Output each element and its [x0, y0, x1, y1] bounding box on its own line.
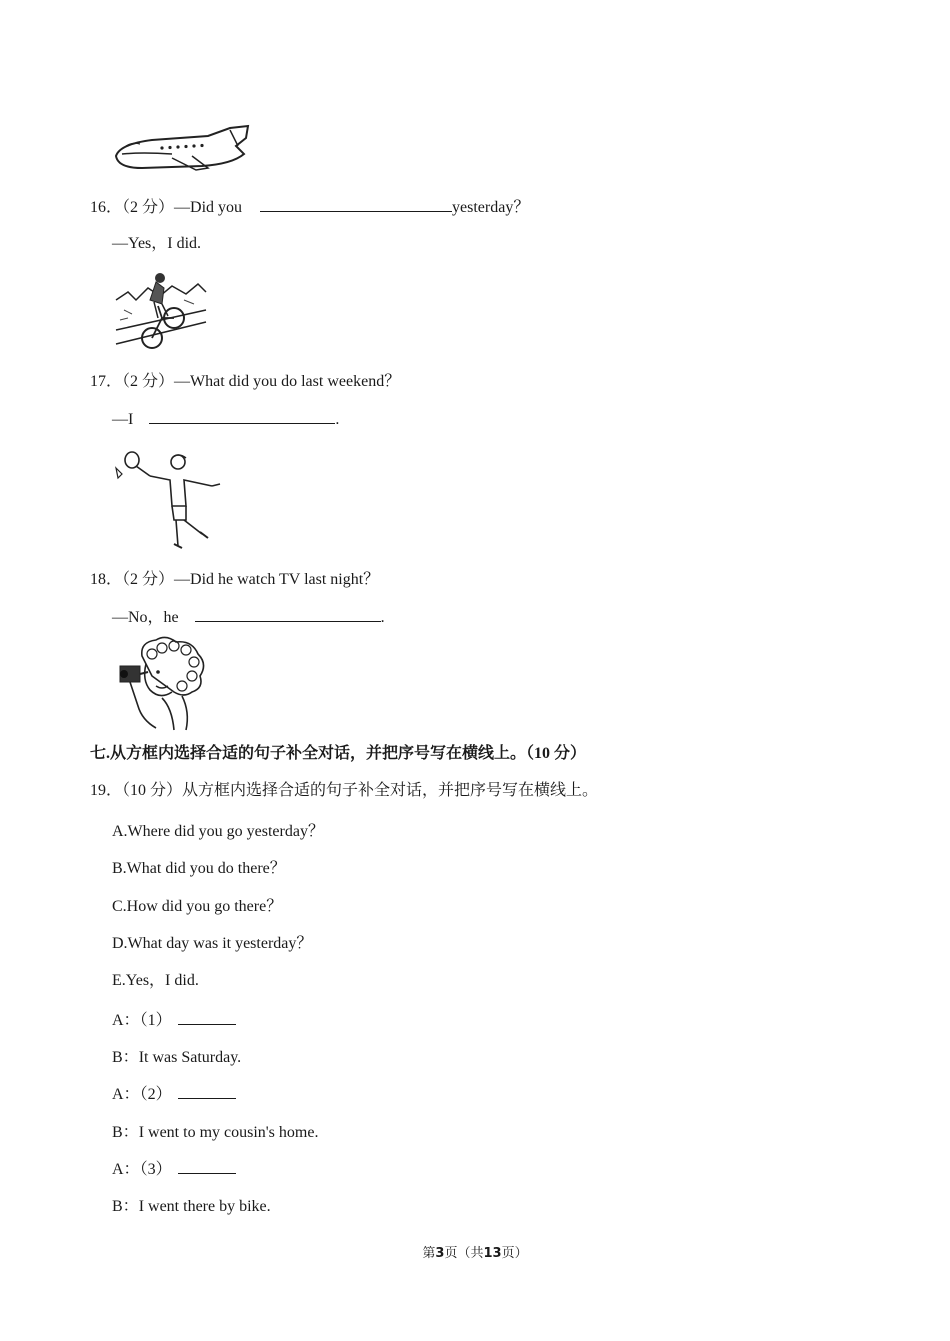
- dialogue-line-6: [112, 1199, 271, 1215]
- dialogue-line-5: [112, 1162, 236, 1178]
- option-d: D.What day was it yesterday？: [112, 935, 313, 952]
- dialogue-speaker: A：: [112, 1086, 140, 1103]
- dialogue-blank-2[interactable]: [178, 1097, 236, 1099]
- q16-answer: —Yes，I did.: [112, 235, 202, 252]
- q16-number: 16．（2 分）: [90, 199, 175, 216]
- q18-answer-end: .: [380, 609, 385, 626]
- option-b: B.What did you do there？: [112, 860, 286, 877]
- q16-prompt: [90, 200, 529, 216]
- q17-answer-end: .: [335, 411, 340, 428]
- q17-prompt: [90, 374, 400, 390]
- q16-answer-blank[interactable]: [260, 210, 452, 212]
- q19-instruction-text: 从方框内选择合适的句子补全对话，并把序号写在横线上。: [182, 782, 599, 799]
- footer-post: 页）: [501, 1246, 528, 1261]
- boy-with-camera-illustration: [112, 636, 212, 732]
- q16-prompt-end: yesterday？: [452, 199, 530, 216]
- q18-answer-blank[interactable]: [195, 620, 381, 622]
- q16-prompt-start: —Did you: [174, 199, 243, 216]
- dialogue-line-1: [112, 1013, 236, 1029]
- footer-page-number: 3: [435, 1246, 445, 1261]
- q17-answer: [112, 412, 339, 428]
- dialogue-text: It was Saturday.: [138, 1049, 242, 1066]
- option-e: E.Yes，I did.: [112, 972, 199, 989]
- dialogue-speaker: B：: [112, 1049, 139, 1066]
- dialogue-blank-1[interactable]: [178, 1023, 236, 1025]
- badminton-player-illustration: [112, 450, 226, 550]
- q17-answer-start: —I: [112, 411, 134, 428]
- page-footer: [0, 1247, 950, 1260]
- q18-prompt: [90, 572, 379, 588]
- q17-prompt-text: —What did you do last weekend？: [174, 373, 401, 390]
- dialogue-line-3: [112, 1087, 236, 1103]
- dialogue-speaker: A：: [112, 1012, 140, 1029]
- dialogue-line-4: [112, 1125, 318, 1141]
- option-c: C.How did you go there？: [112, 898, 283, 915]
- airplane-illustration: [112, 124, 252, 176]
- dialogue-speaker: B：: [112, 1198, 139, 1215]
- dialogue-blank-3[interactable]: [178, 1172, 236, 1174]
- dialogue-text: I went there by bike.: [138, 1198, 271, 1215]
- q18-prompt-text: —Did he watch TV last night？: [174, 571, 380, 588]
- dialogue-speaker: A：: [112, 1161, 140, 1178]
- dialogue-text: （3）: [139, 1161, 172, 1178]
- q18-answer: [112, 610, 385, 626]
- option-a: A.Where did you go yesterday？: [112, 823, 324, 840]
- dialogue-text: I went to my cousin's home.: [138, 1124, 319, 1141]
- dialogue-text: （1）: [139, 1012, 172, 1029]
- q18-number: 18．（2 分）: [90, 571, 175, 588]
- footer-total-pages: 13: [483, 1246, 502, 1261]
- q17-answer-blank[interactable]: [149, 422, 335, 424]
- footer-mid: 页（共: [444, 1246, 484, 1261]
- bike-rider-illustration: [114, 270, 208, 354]
- dialogue-text: （2）: [139, 1086, 172, 1103]
- section-7-heading: 七.从方框内选择合适的句子补全对话，并把序号写在横线上。（10 分）: [90, 745, 587, 762]
- footer-pre: 第: [422, 1246, 436, 1261]
- dialogue-speaker: B：: [112, 1124, 139, 1141]
- q17-number: 17．（2 分）: [90, 373, 175, 390]
- q18-answer-start: —No，he: [112, 609, 179, 626]
- q19-number: 19．（10 分）: [90, 782, 183, 799]
- dialogue-line-2: [112, 1050, 241, 1066]
- q19-instruction: [90, 783, 598, 799]
